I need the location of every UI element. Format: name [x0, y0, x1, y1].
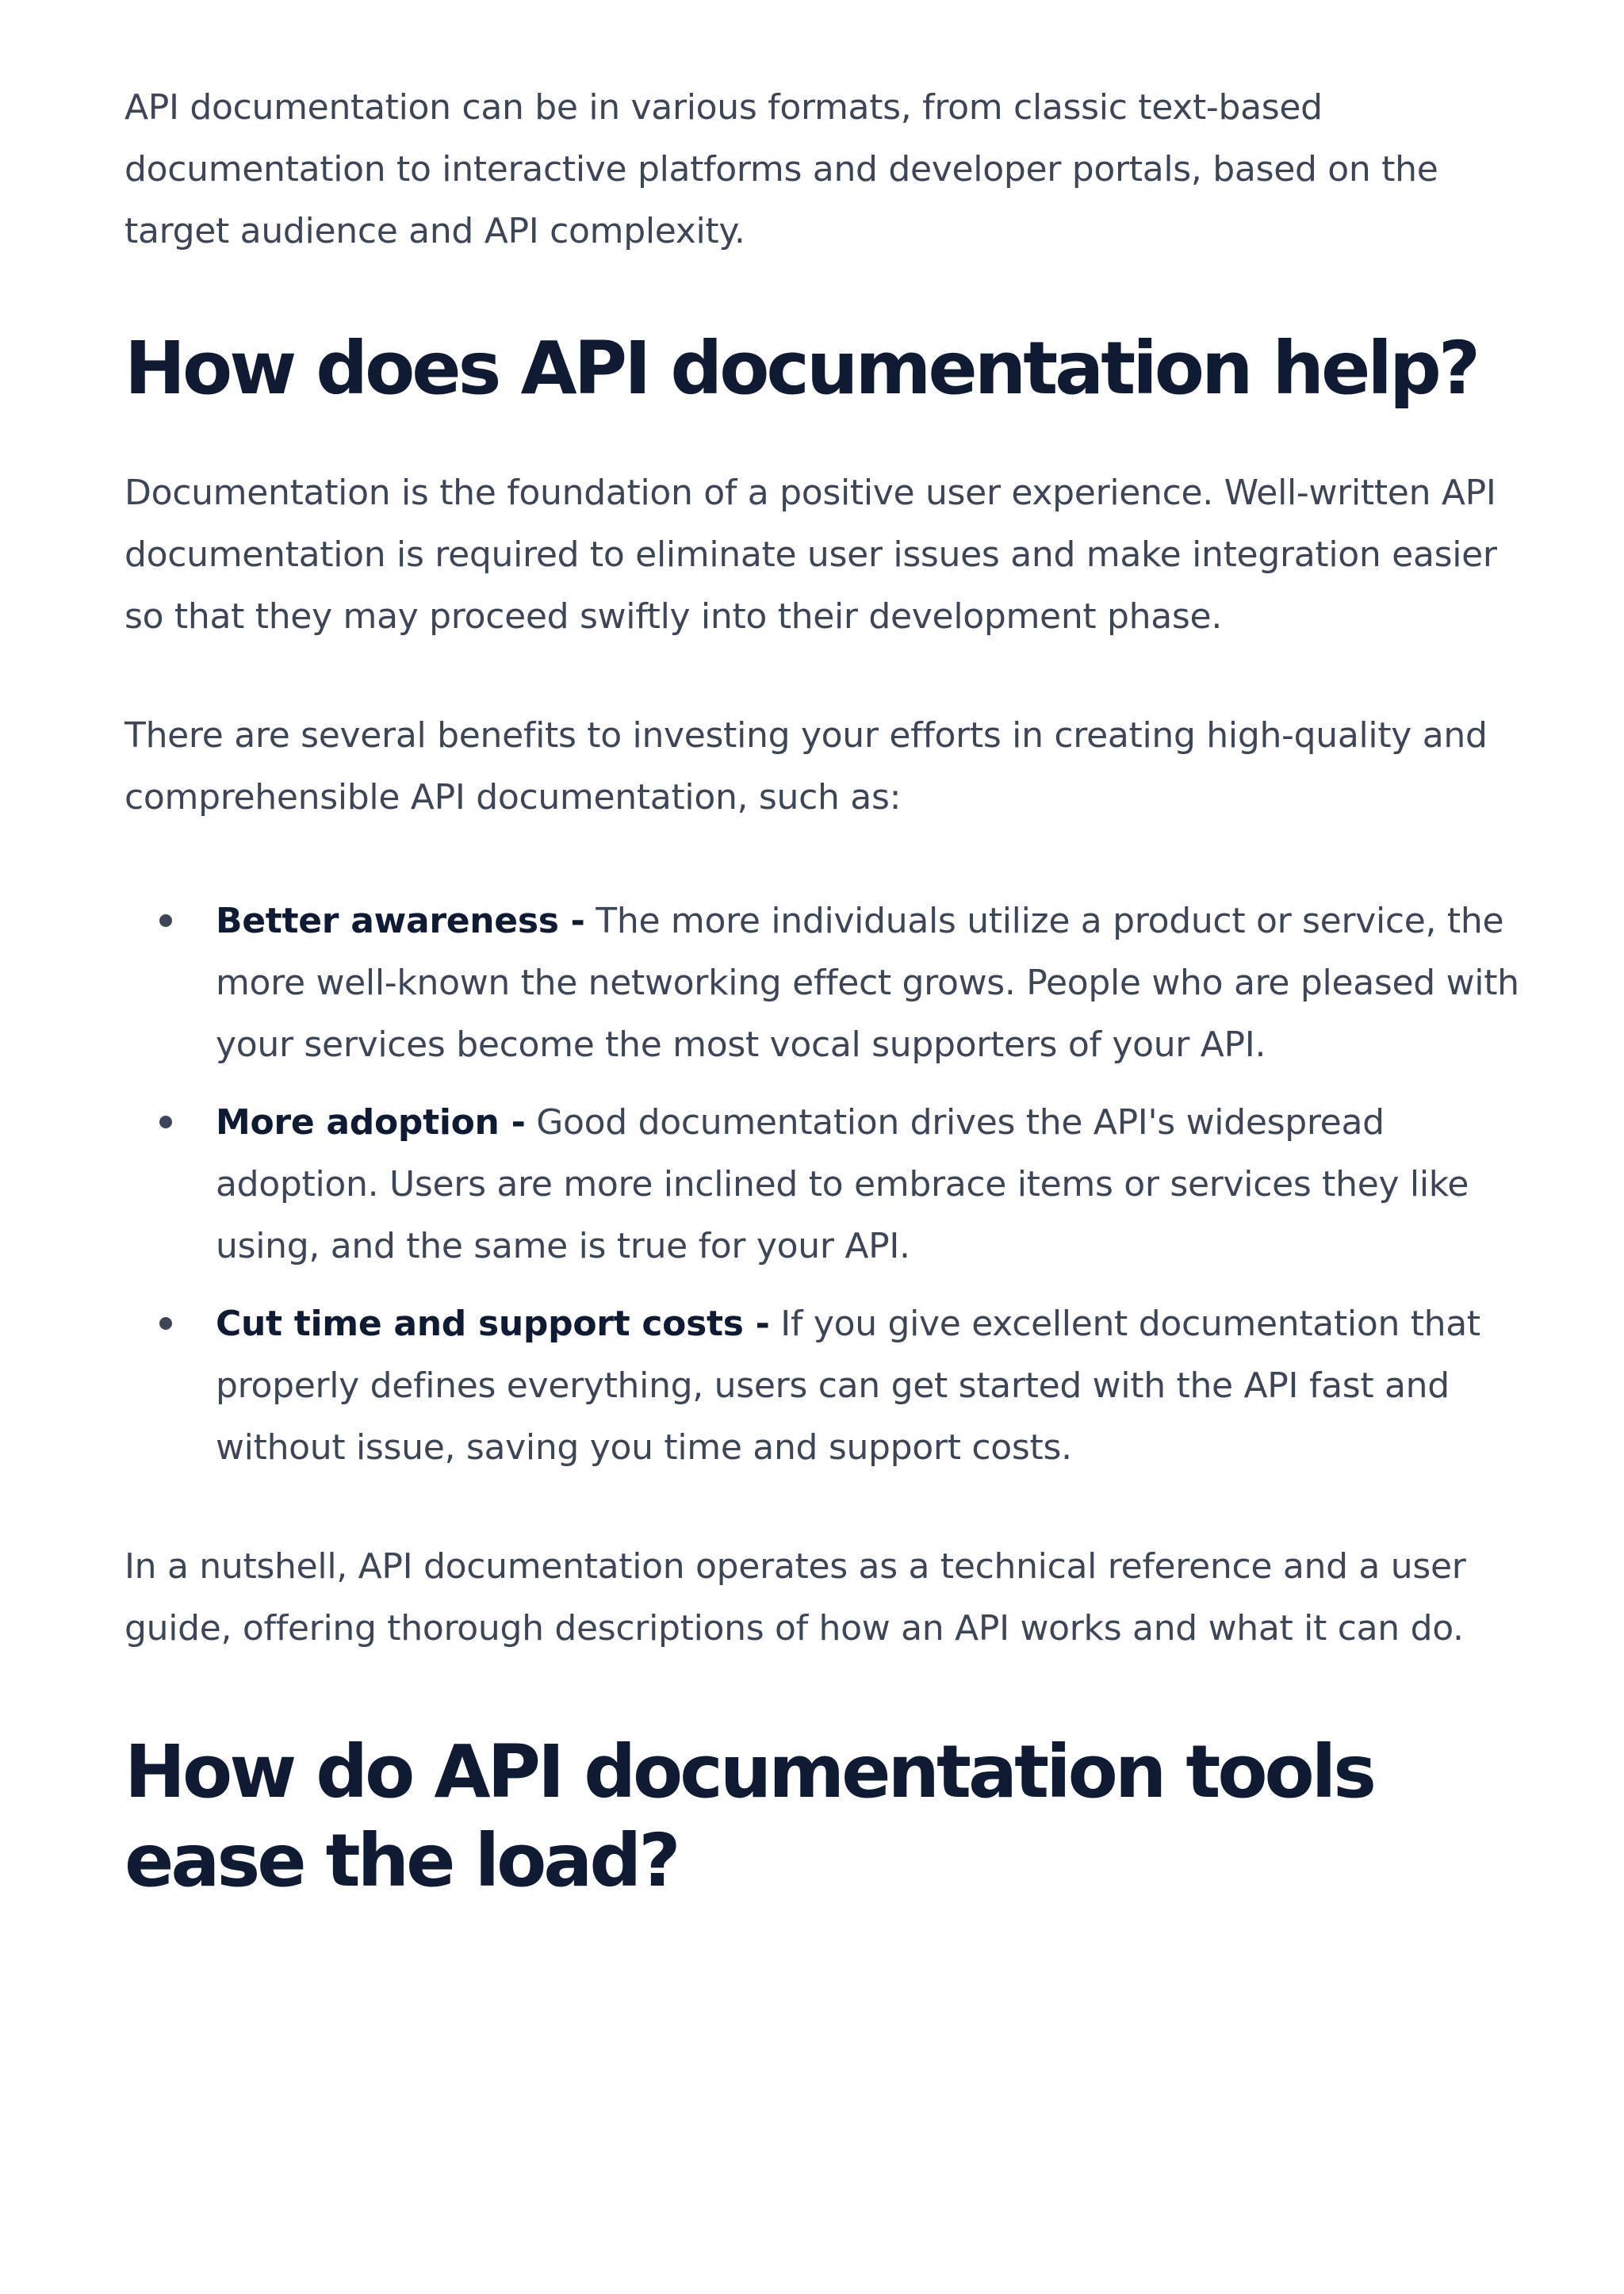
section-heading-tools: How do API documentation tools ease the load? — [124, 1729, 1374, 1903]
benefit-text: The more individuals utilize a product or service, the more well-known the networking effect grows. People who are pleased with your services become the most vocal supporters of your API. — [216, 901, 1519, 1065]
benefit-term: Cut time and support costs - — [216, 1304, 770, 1344]
intro-paragraph: API documentation can be in various formats, from classic text-based documentation to interactive platforms and developer portals, based on the target audience and API complexity. — [124, 87, 1438, 251]
benefits-list — [124, 890, 1520, 1479]
section-heading-help: How does API documentation help? — [124, 326, 1478, 411]
benefit-term: More adoption - — [216, 1102, 526, 1143]
benefits-intro-paragraph: There are several benefits to investing your efforts in creating high-quality and comprehensible API documentation, such as: — [124, 715, 1488, 818]
bullet-icon — [159, 914, 172, 927]
list-item-better-awareness — [124, 890, 1520, 1076]
benefit-text: If you give excellent documentation that properly defines everything, users can get started with the API fast and without issue, saving you time and support costs. — [216, 1304, 1480, 1468]
foundation-paragraph: Documentation is the foundation of a positive user experience. Well-written API documentation is required to eliminate user issues and make integration easier so that they may proceed swiftly into their development phase. — [124, 473, 1497, 637]
list-item-more-adoption — [124, 1092, 1520, 1277]
article-body — [124, 77, 1520, 1905]
bullet-icon — [159, 1116, 172, 1128]
list-item-cut-costs — [124, 1293, 1520, 1479]
benefit-text: Good documentation drives the API's widespread adoption. Users are more inclined to embrace items or services they like using, and the same is true for your API. — [216, 1102, 1469, 1266]
benefit-term: Better awareness - — [216, 901, 585, 941]
nutshell-paragraph: In a nutshell, API documentation operates as a technical reference and a user guide, offering thorough descriptions of how an API works and what it can do. — [124, 1546, 1466, 1649]
bullet-icon — [159, 1317, 172, 1330]
